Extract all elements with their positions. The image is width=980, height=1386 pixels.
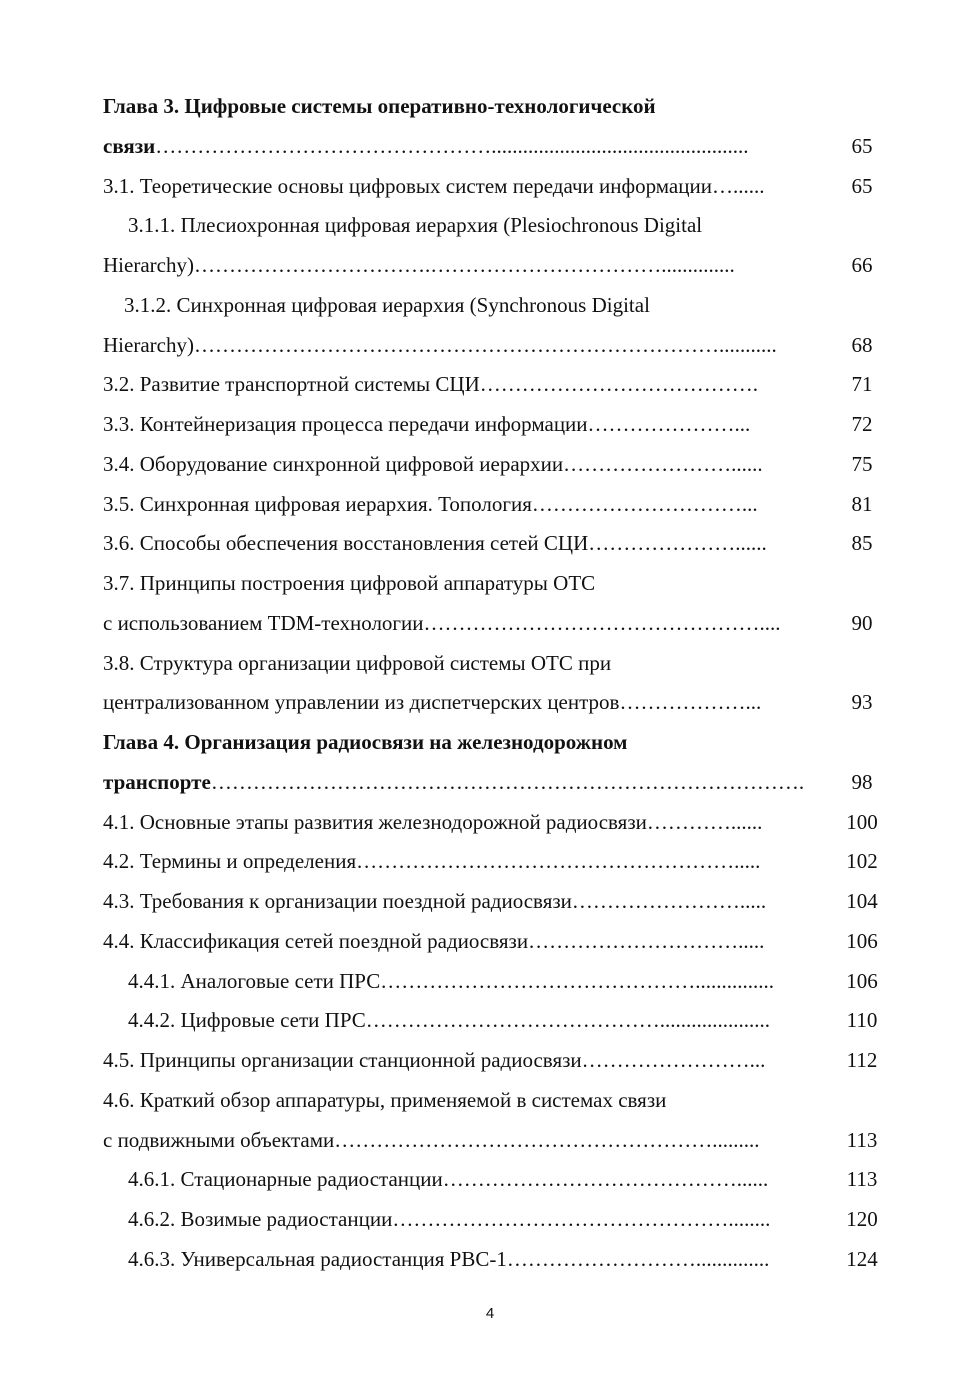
toc-entry: [0, 1244, 980, 1274]
toc-entry-text: [103, 608, 781, 638]
toc-entry: [0, 1164, 980, 1194]
toc-entry-title: Hierarchy): [103, 253, 194, 277]
toc-entry-leader: …………………………………………....: [423, 610, 781, 635]
toc-entry-title: 4.6.2. Возимые радиостанции: [128, 1207, 393, 1231]
toc-entry-leader: …………………………...: [531, 491, 758, 516]
toc-entry-page: 113: [846, 1127, 878, 1152]
toc-entry: [0, 1005, 980, 1035]
toc-entry-title: 4.5. Принципы организации станционной радиосвязи: [103, 1048, 582, 1072]
toc-entry-leader: ……………………………………………….........: [334, 1127, 760, 1152]
toc-entry-title: 3.3. Контейнеризация процесса передачи информации: [103, 412, 588, 436]
toc-entry: [0, 290, 980, 320]
toc-entry-text: [128, 210, 702, 240]
toc-entry: [0, 966, 980, 996]
toc-entry-page: 106: [846, 928, 878, 953]
toc-entry-page: 113: [846, 1167, 878, 1192]
toc-entry-title: транспорте: [103, 769, 211, 794]
toc-entry-leader: …………………….....: [571, 889, 767, 913]
toc-entry-text: [103, 449, 763, 479]
toc-entry: [0, 886, 980, 916]
toc-entry-title: 3.2. Развитие транспортной системы СЦИ: [103, 372, 480, 397]
toc-entry-leader: …………………......: [588, 531, 767, 556]
toc-entry-page: 68: [851, 332, 873, 357]
toc-entry-page: 93: [851, 690, 873, 715]
toc-entry-text: [103, 250, 735, 280]
toc-entry-text: [128, 1244, 769, 1274]
toc-entry-text: [103, 91, 656, 121]
toc-entry-leader: ………………………………….: [479, 372, 758, 397]
toc-entry: [0, 608, 980, 638]
toc-entry: [0, 528, 980, 558]
toc-entry: [0, 767, 980, 797]
toc-entry-leader: …………………...: [587, 412, 751, 436]
toc-entry: [0, 926, 980, 956]
toc-entry-page: 65: [851, 173, 873, 198]
toc-entry-text: [103, 807, 762, 837]
toc-entry-page: 90: [851, 610, 873, 635]
toc-entry-title: 3.7. Принципы построения цифровой аппаратуры ОТС: [103, 571, 596, 595]
toc-entry: [0, 846, 980, 876]
toc-entry-leader: …......: [711, 173, 765, 198]
toc-entry-leader: ………………………………………………………………………….: [210, 769, 805, 794]
toc-entry-text: [124, 290, 650, 320]
toc-entry-text: [128, 966, 774, 996]
toc-entry-leader: ……………………......: [563, 451, 763, 476]
toc-entry-page: 81: [851, 491, 873, 516]
toc-entry: [0, 727, 980, 757]
toc-entry-text: [128, 1164, 768, 1194]
toc-entry: [0, 171, 980, 201]
toc-entry-leader: …………......: [646, 809, 763, 834]
toc-entry: [0, 409, 980, 439]
toc-entry-title: Глава 3. Цифровые системы оперативно-технологической: [103, 94, 656, 118]
toc-entry-text: [103, 528, 767, 558]
toc-entry-text: [103, 171, 764, 201]
toc-entry-leader: ………………………………………….................................................: [155, 133, 749, 158]
toc-entry-page: 100: [846, 809, 878, 834]
toc-entry-page: 66: [851, 253, 873, 277]
toc-entry: [0, 1045, 980, 1075]
toc-entry-text: [128, 1204, 770, 1234]
toc-entry-text: [103, 330, 777, 360]
toc-entry-page: 106: [846, 968, 878, 993]
toc-entry-leader: ………………………..............: [506, 1246, 770, 1271]
toc-entry-page: 75: [851, 451, 873, 476]
toc-entry: [0, 131, 980, 161]
toc-entry-title: 4.6. Краткий обзор аппаратуры, применяемой в системах связи: [103, 1087, 667, 1112]
toc-entry-text: [103, 369, 758, 399]
toc-entry-text: [128, 1005, 770, 1035]
toc-entry-title: 4.4.2. Цифровые сети ПРС: [128, 1008, 366, 1033]
toc-entry-title: 4.3. Требования к организации поездной радиосвязи: [103, 889, 572, 913]
toc-entry-title: с использованием TDM-технологии: [103, 610, 424, 635]
toc-entry: [0, 489, 980, 519]
toc-entry-text: [103, 1045, 765, 1075]
toc-entry-page: 120: [846, 1207, 878, 1231]
toc-entry: [0, 687, 980, 717]
toc-entry: [0, 1204, 980, 1234]
toc-entry-title: 3.1. Теоретические основы цифровых систем передачи информации: [103, 173, 712, 198]
toc-entry-page: 102: [846, 849, 878, 874]
toc-entry-page: 104: [846, 889, 878, 913]
toc-entry-text: [103, 489, 758, 519]
toc-entry-leader: ………………………………………...............: [380, 968, 774, 993]
toc-entry-page: 112: [846, 1048, 878, 1072]
toc-entry-page: 65: [851, 133, 873, 158]
toc-entry: [0, 369, 980, 399]
toc-entry-title: 4.1. Основные этапы развития железнодорожной радиосвязи: [103, 809, 647, 834]
toc-entry-title: с подвижными объектами: [103, 1127, 335, 1152]
toc-entry-page: 72: [851, 412, 873, 436]
toc-entry-text: [103, 409, 750, 439]
toc-entry-page: 71: [851, 372, 873, 397]
toc-entry: [0, 330, 980, 360]
toc-entry: [0, 91, 980, 121]
toc-entry-text: [103, 648, 611, 678]
page-number: 4: [485, 1305, 495, 1322]
toc-entry-page: 110: [846, 1008, 878, 1033]
toc-entry: [0, 1085, 980, 1115]
toc-entry-title: 4.4.1. Аналоговые сети ПРС: [128, 968, 381, 993]
toc-entry-text: [103, 131, 749, 161]
toc-entry: [0, 449, 980, 479]
toc-entry: [0, 250, 980, 280]
toc-entry-text: [103, 1085, 666, 1115]
toc-entry-title: 4.6.1. Стационарные радиостанции: [128, 1167, 443, 1192]
toc-entry: [0, 648, 980, 678]
toc-entry-title: 3.8. Структура организации цифровой системы ОТС при: [103, 650, 612, 675]
toc-entry-title: централизованном управлении из диспетчерских центров: [103, 690, 620, 715]
toc-entry-title: 3.6. Способы обеспечения восстановления сетей СЦИ: [103, 531, 589, 556]
toc-entry-title: 3.4. Оборудование синхронной цифровой иерархии: [103, 451, 564, 476]
toc-entry-title: 3.5. Синхронная цифровая иерархия. Топология: [103, 491, 532, 516]
toc-entry-leader: …………………………………………........: [392, 1207, 771, 1231]
toc-entry-page: 124: [846, 1246, 878, 1271]
toc-entry-text: [103, 886, 766, 916]
toc-entry-title: 3.1.1. Плесиохронная цифровая иерархия (Plesiochronous Digital: [128, 213, 703, 238]
toc-entry-text: [103, 568, 595, 598]
toc-entry-text: [103, 727, 627, 757]
toc-entry-leader: …………………………………………………………………...........: [193, 332, 777, 357]
toc-entry-leader: ……………………………………......: [442, 1167, 769, 1192]
toc-entry: [0, 807, 980, 837]
toc-entry: [0, 210, 980, 240]
toc-entry-title: 4.6.3. Универсальная радиостанция РВС-1: [128, 1246, 507, 1271]
toc-entry-text: [103, 767, 804, 797]
toc-entry-leader: …………………………….……………………………..............: [193, 253, 735, 277]
toc-entry-page: 85: [851, 531, 873, 556]
toc-entry-leader: ……………………………………………….....: [356, 849, 761, 874]
toc-entry-title: 3.1.2. Синхронная цифровая иерархия (Synchronous Digital: [124, 292, 650, 317]
toc-entry-title: 4.4. Классификация сетей поездной радиосвязи: [103, 928, 529, 953]
toc-entry-text: [103, 1125, 759, 1155]
toc-entry-title: 4.2. Термины и определения: [103, 849, 357, 874]
toc-entry-page: 98: [851, 769, 873, 794]
toc-entry-leader: …………………………………….....................: [365, 1008, 771, 1033]
toc-entry-leader: ………………...: [619, 690, 762, 715]
toc-entry-leader: ……………………...: [581, 1048, 766, 1072]
toc-entry-title: Глава 4. Организация радиосвязи на железнодорожном: [103, 730, 628, 754]
toc-entry-leader: ………………………….....: [528, 928, 765, 953]
toc-entry-text: [103, 687, 761, 717]
toc-entry: [0, 568, 980, 598]
toc-entry-title: связи: [103, 133, 156, 158]
toc-entry-title: Hierarchy): [103, 332, 194, 357]
toc-entry: [0, 1125, 980, 1155]
toc-entry-text: [103, 926, 764, 956]
toc-entry-text: [103, 846, 760, 876]
